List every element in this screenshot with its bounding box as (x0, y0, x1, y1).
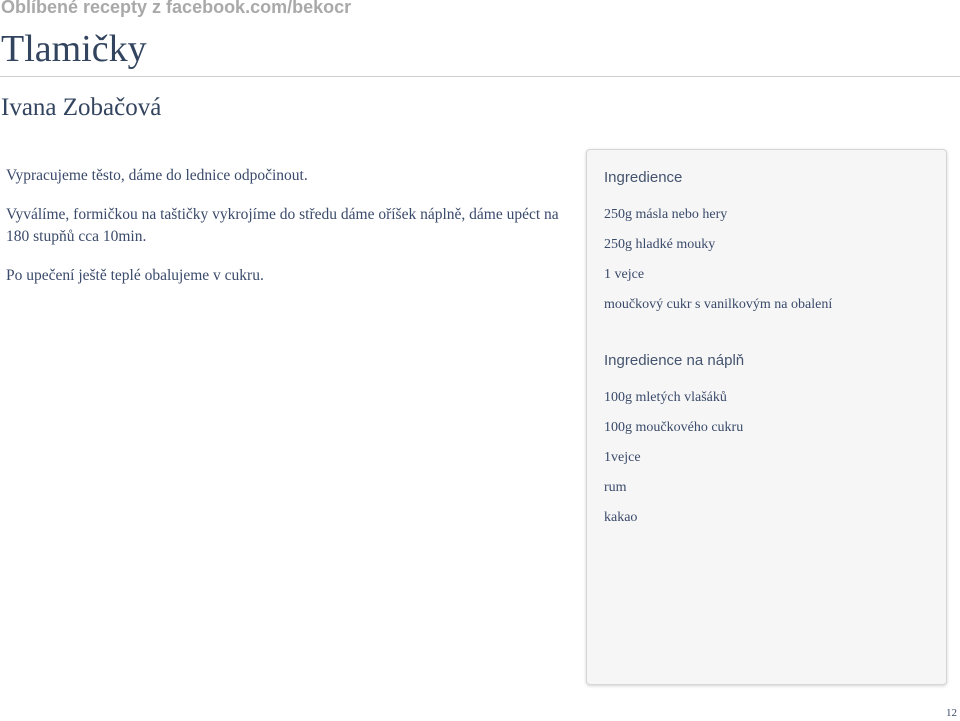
ingredient-item: 250g hladké mouky (604, 237, 716, 252)
section-heading: Ingredience na náplň (604, 352, 745, 369)
instruction-paragraph: Vypracujeme těsto, dáme do lednice odpočinout. (6, 167, 308, 184)
ingredients-section (604, 168, 832, 320)
book-title: Oblíbené recepty z facebook.com/bekocr (1, 0, 352, 17)
ingredient-item: moučkový cukr s vanilkovým na obalení (604, 297, 833, 312)
ingredient-item: kakao (604, 510, 638, 525)
instruction-paragraph: Po upečení ještě teplé obalujeme v cukru. (6, 267, 264, 284)
ingredient-list (604, 383, 744, 533)
recipe-author: Ivana Zobačová (1, 94, 162, 121)
filling-section (604, 351, 744, 533)
ingredient-item: 1vejce (604, 450, 641, 465)
ingredient-list (604, 200, 832, 320)
ingredient-item: 100g mletých vlašáků (604, 390, 727, 405)
page-number: 12 (946, 707, 957, 719)
instructions (6, 165, 566, 304)
instruction-paragraph: Vyválíme, formičkou na taštičky vykrojíme do středu dáme oříšek náplně, dáme upéct na 180 stupňů cca 10min. (6, 206, 559, 245)
ingredient-item: 1 vejce (604, 267, 645, 282)
title-divider (0, 76, 960, 77)
section-heading: Ingredience (604, 169, 683, 186)
running-header (0, 0, 960, 20)
ingredients-panel (586, 149, 947, 685)
ingredient-item: 250g másla nebo hery (604, 207, 728, 222)
ingredient-item: rum (604, 480, 627, 495)
recipe-title: Tlamičky (1, 28, 147, 70)
ingredient-item: 100g moučkového cukru (604, 420, 744, 435)
